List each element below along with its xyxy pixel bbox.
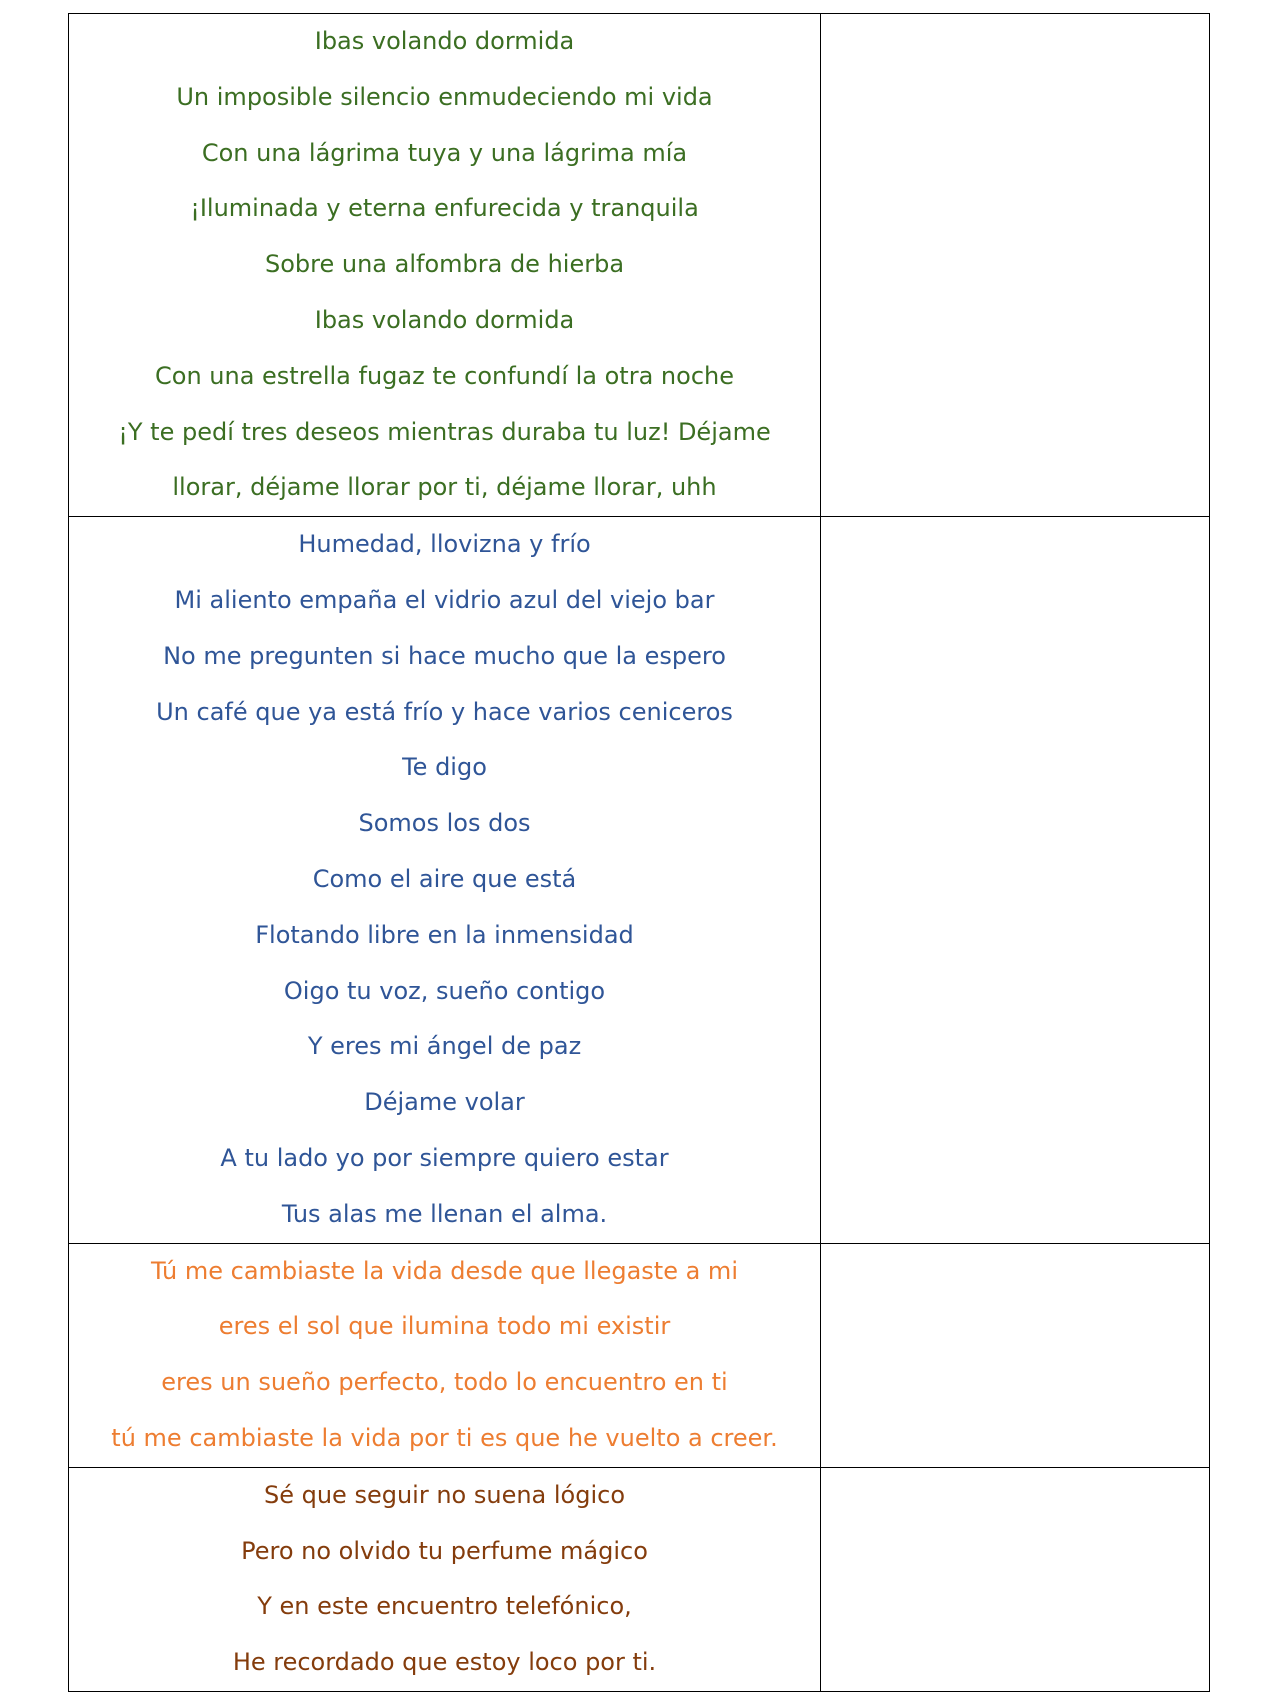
lyric-line: Y eres mi ángel de paz <box>307 1032 582 1061</box>
lyrics-cell-brown <box>69 1467 821 1691</box>
lyric-line: Somos los dos <box>358 809 531 838</box>
lyric-line: Un café que ya está frío y hace varios ceniceros <box>156 697 733 726</box>
lyric-line: A tu lado yo por siempre quiero estar <box>220 1143 669 1172</box>
lyric-line: Déjame volar <box>364 1088 525 1117</box>
lyric-line: eres un sueño perfecto, todo lo encuentro en ti <box>161 1368 728 1397</box>
lyric-line: ¡Y te pedí tres deseos mientras duraba tu luz! Déjame <box>118 417 771 446</box>
table-row <box>69 517 1210 1243</box>
lyric-line: Flotando libre en la inmensidad <box>255 920 634 949</box>
lyrics-cell-blue <box>69 517 821 1243</box>
empty-cell <box>821 1467 1210 1691</box>
lyric-line: Sobre una alfombra de hierba <box>264 250 625 279</box>
lyric-line: llorar, déjame llorar por ti, déjame llorar, uhh <box>172 473 717 502</box>
lyric-line: Oigo tu voz, sueño contigo <box>283 976 606 1005</box>
empty-cell <box>821 14 1210 517</box>
lyric-line: Te digo <box>402 753 487 782</box>
table-row <box>69 14 1210 517</box>
lyric-line: eres el sol que ilumina todo mi existir <box>218 1312 671 1341</box>
lyric-line: Y en este encuentro telefónico, <box>257 1592 632 1621</box>
table-row <box>69 1243 1210 1467</box>
lyric-line: Con una estrella fugaz te confundí la otra noche <box>155 361 734 390</box>
lyric-line: Tú me cambiaste la vida desde que llegaste a mi <box>151 1256 738 1285</box>
table-row <box>69 1467 1210 1691</box>
lyric-line: Mi aliento empaña el vidrio azul del viejo bar <box>174 585 715 614</box>
lyric-line: Ibas volando dormida <box>314 27 575 55</box>
lyric-line: He recordado que estoy loco por ti. <box>232 1648 657 1677</box>
lyric-line: tú me cambiaste la vida por ti es que he vuelto a creer. <box>111 1423 778 1452</box>
lyrics-table <box>68 13 1210 1692</box>
empty-cell <box>821 517 1210 1243</box>
lyric-line: Un imposible silencio enmudeciendo mi vida <box>176 82 713 111</box>
lyric-line: Sé que seguir no suena lógico <box>263 1480 626 1509</box>
lyric-line: Pero no olvido tu perfume mágico <box>241 1536 648 1565</box>
lyric-line: ¡Iluminada y eterna enfurecida y tranquila <box>190 194 699 223</box>
lyrics-cell-green <box>69 14 821 517</box>
lyric-line: Como el aire que está <box>312 864 577 893</box>
lyric-line: Tus alas me llenan el alma. <box>281 1199 608 1228</box>
lyric-line: Ibas volando dormida <box>314 305 575 334</box>
lyric-line: Con una lágrima tuya y una lágrima mía <box>201 138 688 167</box>
lyric-line: Humedad, llovizna y frío <box>298 530 591 559</box>
lyrics-cell-orange <box>69 1243 821 1467</box>
lyric-line: No me pregunten si hace mucho que la espero <box>163 641 726 670</box>
empty-cell <box>821 1243 1210 1467</box>
